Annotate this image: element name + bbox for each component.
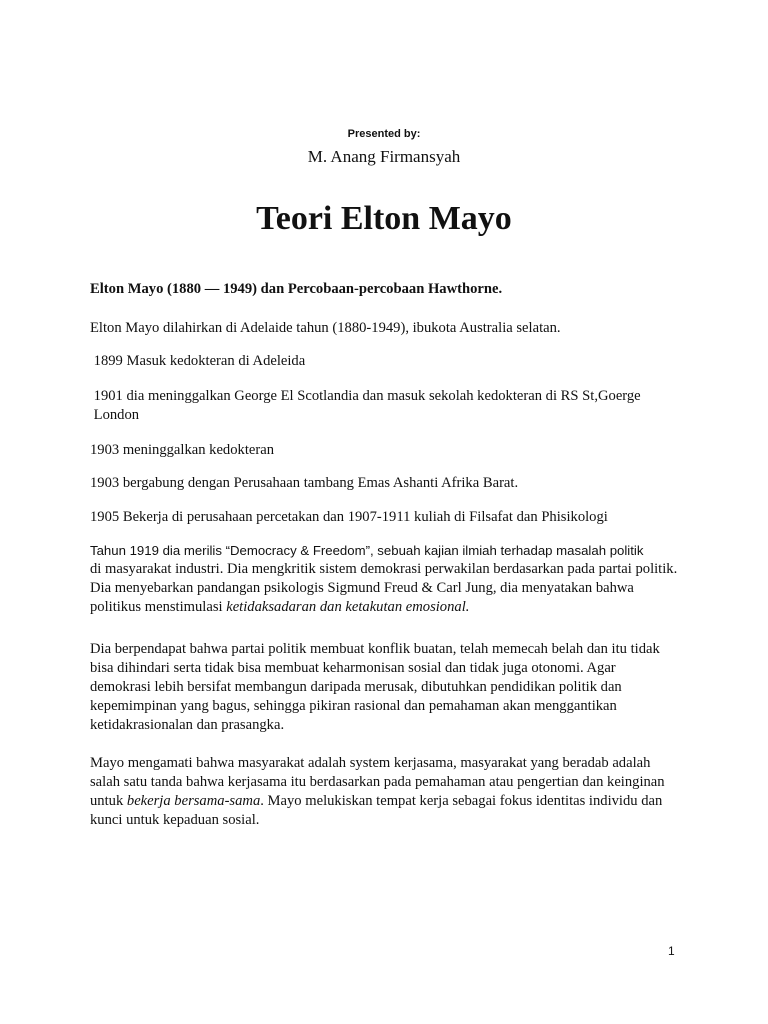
subheading: Elton Mayo (1880 — 1949) dan Percobaan-percobaan Hawthorne. <box>90 281 503 297</box>
paragraph-1903-a: 1903 meninggalkan kedokteran <box>90 442 274 458</box>
paragraph-1901-line1: 1901 dia meninggalkan George El Scotlandia dan masuk sekolah kedokteran di RS St,Goerge <box>90 388 641 404</box>
paragraph-cooperation-b: . Mayo melukiskan tempat kerja sebagai fokus identitas individu dan kunci untuk kepaduan sosial. <box>90 793 663 828</box>
author-name: M. Anang Firmansyah <box>307 147 461 166</box>
paragraph-1919 <box>90 541 680 617</box>
paragraph-1901-line2: London <box>90 407 140 423</box>
presented-by-label: Presented by: <box>347 128 421 140</box>
paragraph-1919-body <box>90 560 680 617</box>
paragraph-1919-text: di masyarakat industri. Dia mengkritik sistem demokrasi perwakilan berdasarkan pada partai politik. Dia menyebarkan pandangan psikologis Sigmund Freud & Carl Jung, dia menyatakan bahwa politikus menstimulasi <box>90 561 678 615</box>
paragraph-cooperation-a: Mayo mengamati bahwa masyarakat adalah system kerjasama, masyarakat yang beradab adalah salah satu tanda bahwa kerjasama itu berdasarkan pada pemahaman atau pengertian dan keinginan untuk <box>90 755 665 809</box>
paragraph-cooperation <box>90 754 680 830</box>
paragraph-birth: Elton Mayo dilahirkan di Adelaide tahun (1880-1949), ibukota Australia selatan. <box>90 320 561 336</box>
paragraph-1919-italic: ketidaksadaran dan ketakutan emosional. <box>226 599 470 615</box>
paragraph-1919-lead: Tahun 1919 dia merilis “Democracy & Freedom”, sebuah kajian ilmiah terhadap masalah politik <box>90 543 644 558</box>
page-title: Teori Elton Mayo <box>256 200 512 237</box>
paragraph-opinion: Dia berpendapat bahwa partai politik membuat konflik buatan, telah memecah belah dan itu tidak bisa dihindari serta tidak bisa membuat keharmonisan sosial dan tidak juga otonomi. Agar demokrasi lebih bersifat membangun daripada merusak, dibutuhkan pendidikan politik dan kepemimpinan yang bagus, sehingga pikiran rasional dan pemahaman akan menggantikan ketidakrasionalan dan prasangka. <box>90 641 660 733</box>
paragraph-1905: 1905 Bekerja di perusahaan percetakan dan 1907-1911 kuliah di Filsafat dan Phisikologi <box>90 509 608 525</box>
paragraph-1903-b: 1903 bergabung dengan Perusahaan tambang Emas Ashanti Afrika Barat. <box>90 475 519 491</box>
paragraph-cooperation-italic: bekerja bersama-sama <box>126 793 261 809</box>
paragraph-1899: 1899 Masuk kedokteran di Adeleida <box>90 353 306 369</box>
page-number: 1 <box>668 944 675 958</box>
